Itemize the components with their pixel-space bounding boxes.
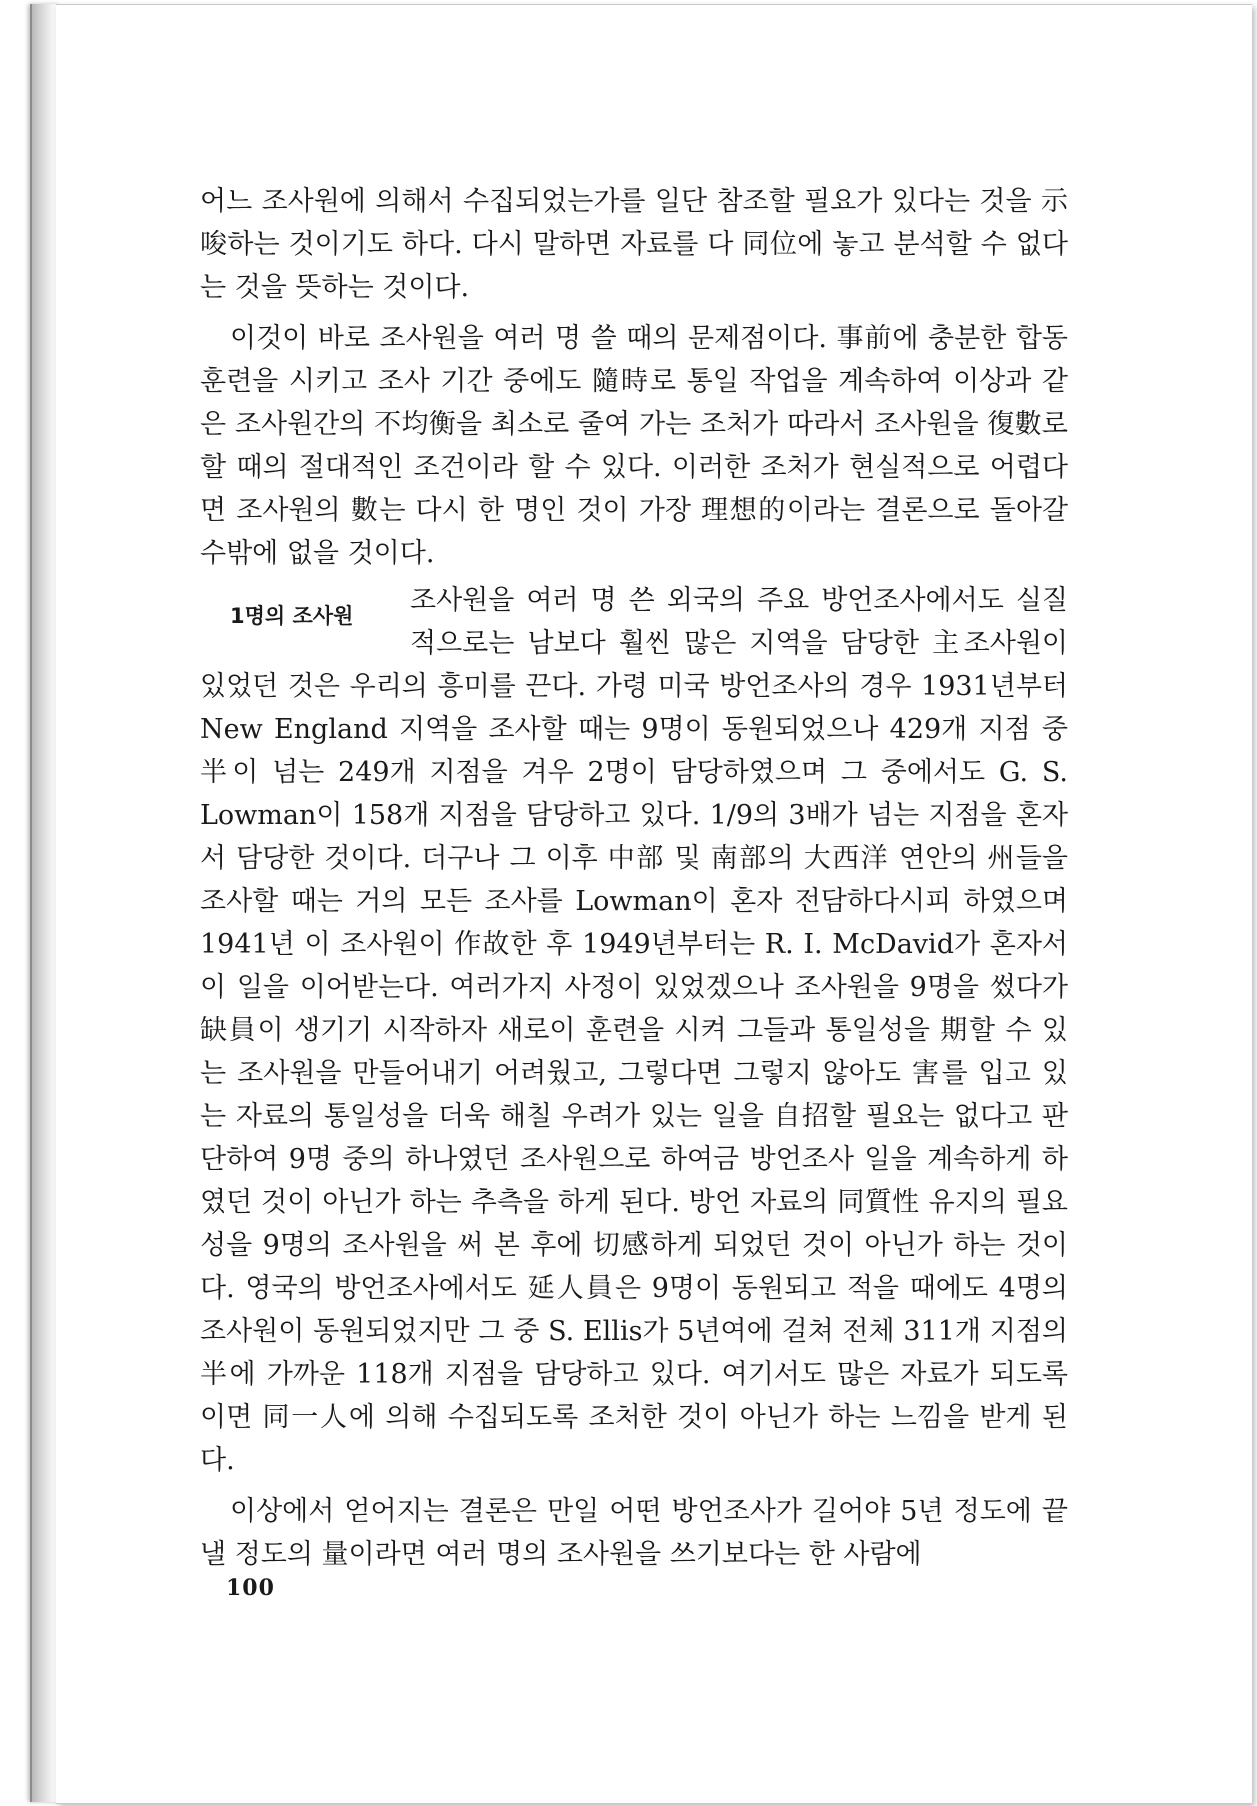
section-one-researcher <box>200 579 1068 1482</box>
paragraph-1: 어느 조사원에 의해서 수집되었는가를 일단 참조할 필요가 있다는 것을 示唆하는 것이기도 하다. 다시 말하면 자료를 다 同位에 놓고 분석할 수 없다는 것을 뜻하는 것이다. <box>200 186 1068 303</box>
page-number: 100 <box>226 1575 275 1601</box>
side-heading: 1명의 조사원 <box>230 604 354 628</box>
paragraph-4: 이상에서 얻어지는 결론은 만일 어떤 방언조사가 길어야 5년 정도에 끝낼 정도의 量이라면 여러 명의 조사원을 쓰기보다는 한 사람에 <box>200 1496 1068 1570</box>
paragraph-2: 이것이 바로 조사원을 여러 명 쓸 때의 문제점이다. 事前에 충분한 합동훈련을 시키고 조사 기간 중에도 隨時로 통일 작업을 계속하여 이상과 같은 조사원간의 不均衡을 최소로 줄여 가는 조처가 따라서 조사원을 復數로 할 때의 절대적인 조건이라 할 수 있다. 이러한 조처가 현실적으로 어렵다면 조사원의 數는 다시 한 명인 것이 가장 理想的이라는 결론으로 돌아갈 수밖에 없을 것이다. <box>200 323 1068 569</box>
page-content <box>200 180 1068 1576</box>
paragraph-3: 조사원을 여러 명 쓴 외국의 주요 방언조사에서도 실질적으로는 남보다 훨씬 많은 지역을 담당한 主조사원이 있었던 것은 우리의 흥미를 끈다. 가령 미국 방언조사의 경우 1931년부터 New England 지역을 조사할 때는 9명이 동원되었으나 429개 지점 중 半이 넘는 249개 지점을 겨우 2명이 담당하였으며 그 중에서도 G. S. Lowman이 158개 지점을 담당하고 있다. 1/9의 3배가 넘는 지점을 혼자서 담당한 것이다. 더구나 그 이후 中部 및 南部의 大西洋 연안의 州들을 조사할 때는 거의 모든 조사를 Lowman이 혼자 전담하다시피 하였으며 1941년 이 조사원이 作故한 후 1949년부터는 R. I. McDavid가 혼자서 이 일을 이어받는다. 여러가지 사정이 있었겠으나 조사원을 9명을 썼다가 缺員이 생기기 시작하자 새로이 훈련을 시켜 그들과 통일성을 期할 수 있는 조사원을 만들어내기 어려웠고, 그렇다면 그렇지 않아도 害를 입고 있는 자료의 통일성을 더욱 해칠 우려가 있는 일을 自招할 필요는 없다고 판단하여 9명 중의 하나였던 조사원으로 하여금 방언조사 일을 계속하게 하였던 것이 아닌가 하는 추측을 하게 된다. 방언 자료의 同質性 유지의 필요성을 9명의 조사원을 써 본 후에 切感하게 되었던 것이 아닌가 하는 것이다. 영국의 방언조사에서도 延人員은 9명이 동원되고 적을 때에도 4명의 조사원이 동원되었지만 그 중 S. Ellis가 5년여에 걸쳐 전체 311개 지점의 半에 가까운 118개 지점을 담당하고 있다. 여기서도 많은 자료가 되도록이면 同一人에 의해 수집되도록 조처한 것이 아닌가 하는 느낌을 받게 된다. <box>200 585 1068 1476</box>
